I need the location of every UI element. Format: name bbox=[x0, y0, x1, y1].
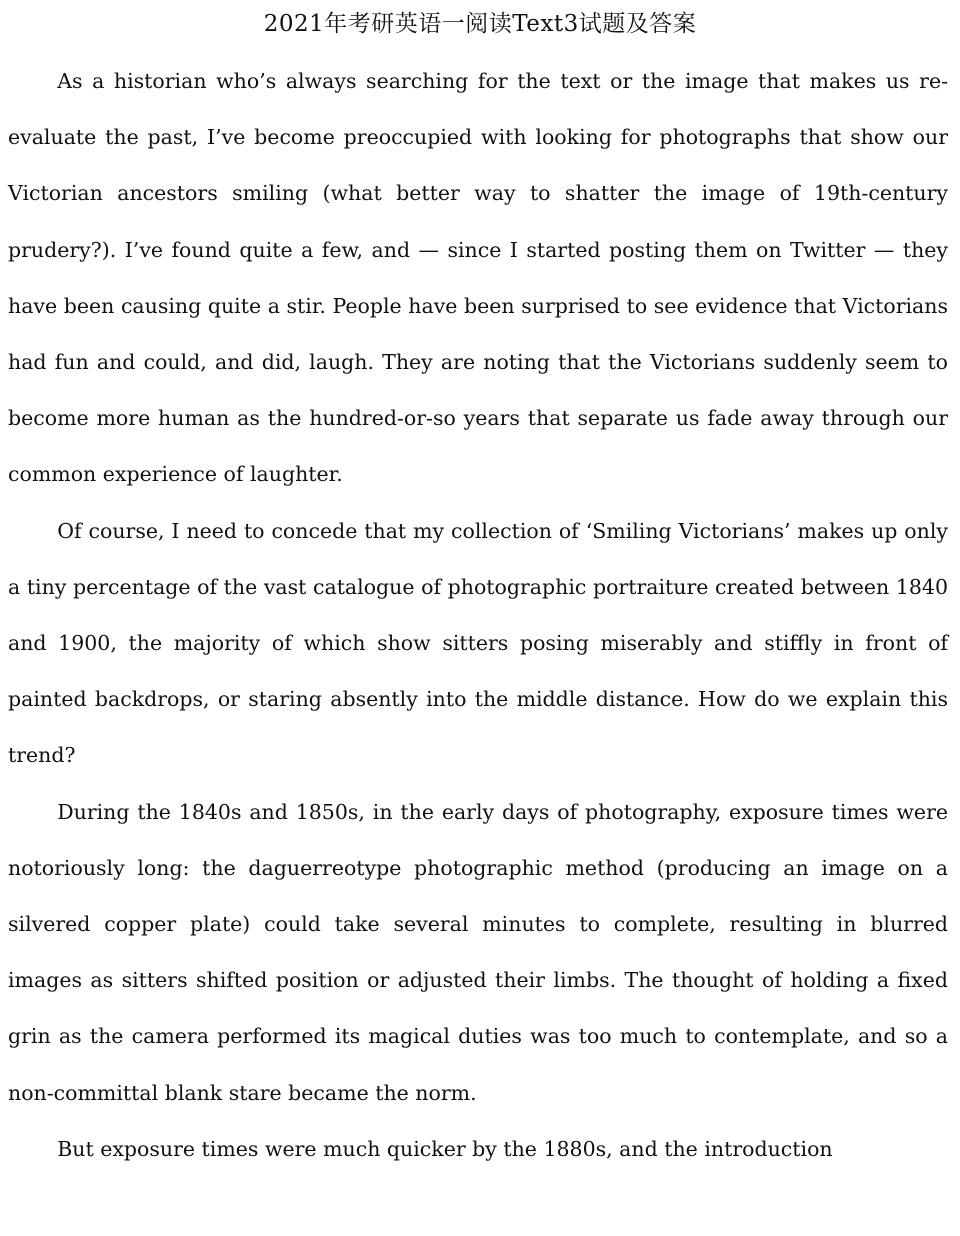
document-body bbox=[8, 53, 948, 1177]
paragraph: Of course, I need to concede that my collection of ‘Smiling Victorians’ makes up only a tiny percentage of the vast catalogue of photographic portraiture created between 1840 and 1900, the majority of which show sitters posing miserably and stiffly in front of painted backdrops, or staring absently into the middle distance. How do we explain this trend? bbox=[8, 518, 948, 768]
paragraph: But exposure times were much quicker by the 1880s, and the introduction bbox=[57, 1136, 833, 1161]
paragraph: During the 1840s and 1850s, in the early days of photography, exposure times were notoriously long: the daguerreotype photographic method (producing an image on a silvered copper plate) could take several minutes to complete, resulting in blurred images as sitters shifted position or adjusted their limbs. The thought of holding a fixed grin as the camera performed its magical duties was too much to contemplate, and so a non-committal blank stare became the norm. bbox=[8, 799, 948, 1105]
paragraph: As a historian who’s always searching for the text or the image that makes us re-evaluate the past, I’ve become preoccupied with looking for photographs that show our Victorian ancestors smiling (what better way to shatter the image of 19th-century prudery?). I’ve found quite a few, and — since I started posting them on Twitter — they have been causing quite a stir. People have been surprised to see evidence that Victorians had fun and could, and did, laugh. They are noting that the Victorians suddenly seem to become more human as the hundred-or-so years that separate us fade away through our common experience of laughter. bbox=[8, 69, 948, 487]
document-title: 2021年考研英语一阅读Text3试题及答案 bbox=[263, 11, 697, 37]
